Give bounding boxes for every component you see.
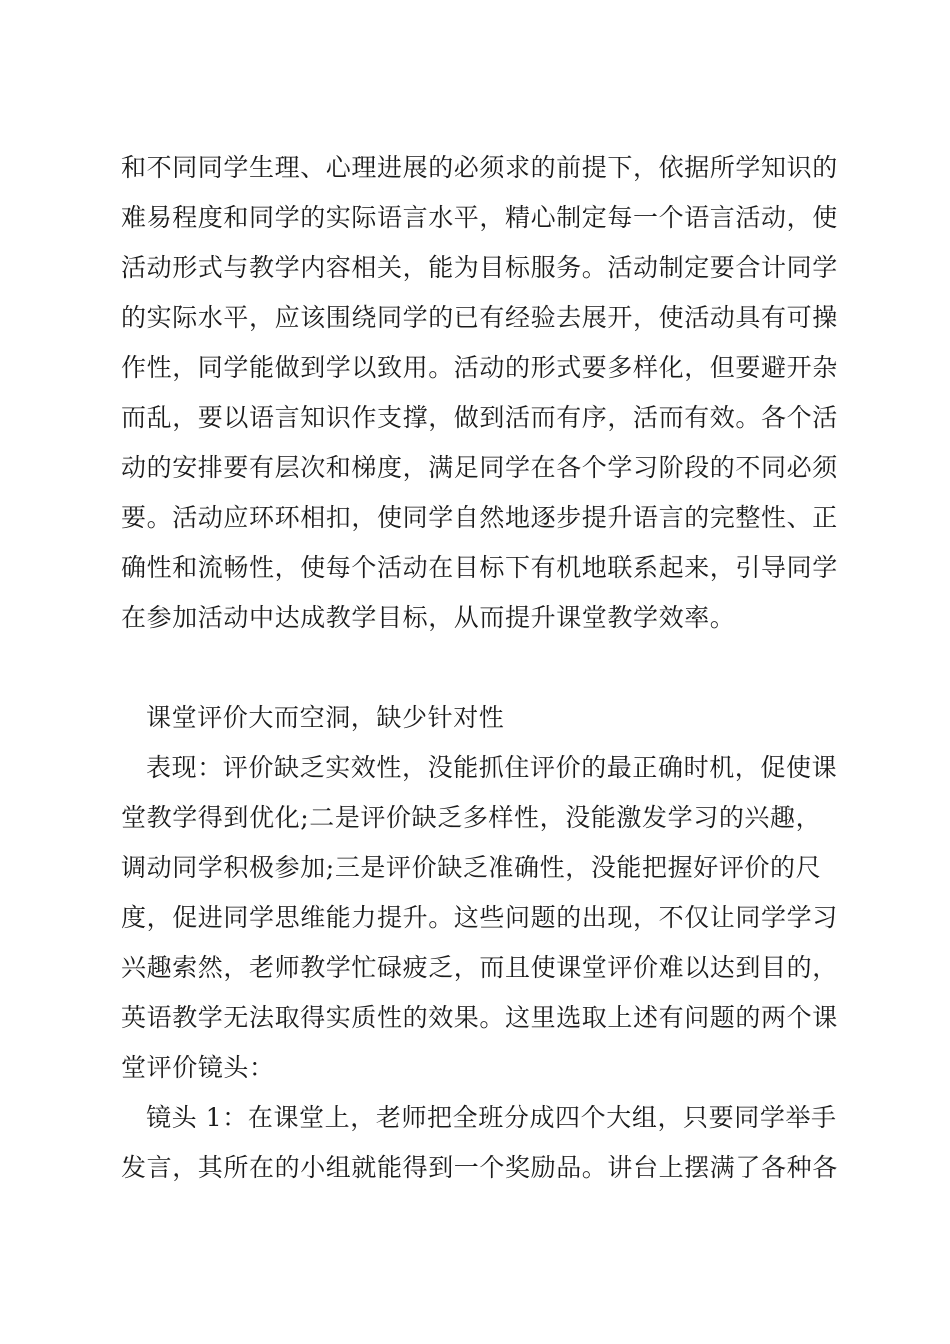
paragraph-1-line-3: 活动形式与教学内容相关，能为目标服务。活动制定要合计同学 [121,253,838,282]
paragraph-2-line-6: 英语教学无法取得实质性的效果。这里选取上述有问题的两个课 [121,1003,838,1032]
paragraph-1-line-2: 难易程度和同学的实际语言水平，精心制定每一个语言活动，使 [121,203,838,232]
paragraph-1-line-9: 确性和流畅性，使每个活动在目标下有机地联系起来，引导同学 [121,553,838,582]
paragraph-2-line-3: 调动同学积极参加;三是评价缺乏准确性，没能把握好评价的尺 [121,853,822,882]
paragraph-1-line-7: 动的安排要有层次和梯度，满足同学在各个学习阶段的不同必须 [121,453,838,482]
paragraph-2-line-2: 堂教学得到优化;二是评价缺乏多样性，没能激发学习的兴趣， [121,803,822,832]
paragraph-3-line-2: 发言，其所在的小组就能得到一个奖励品。讲台上摆满了各种各 [121,1153,838,1182]
paragraph-1-line-5: 作性，同学能做到学以致用。活动的形式要多样化，但要避开杂 [121,353,838,382]
paragraph-1-line-1: 和不同同学生理、心理进展的必须求的前提下，依据所学知识的 [121,153,838,182]
paragraph-2-line-5: 兴趣索然，老师教学忙碌疲乏，而且使课堂评价难以达到目的， [121,953,838,982]
paragraph-3-line-1: 镜头 1：在课堂上，老师把全班分成四个大组，只要同学举手 [146,1103,837,1132]
paragraph-2-line-4: 度，促进同学思维能力提升。这些问题的出现，不仅让同学学习 [121,903,838,932]
paragraph-1-line-6: 而乱，要以语言知识作支撑，做到活而有序，活而有效。各个活 [121,403,838,432]
paragraph-2-line-7: 堂评价镜头： [121,1053,275,1082]
section-heading: 课堂评价大而空洞，缺少针对性 [146,703,505,732]
paragraph-1-line-10: 在参加活动中达成教学目标，从而提升课堂教学效率。 [121,603,736,632]
paragraph-2-line-1: 表现：评价缺乏实效性，没能抓住评价的最正确时机，促使课 [146,753,838,782]
paragraph-1-line-8: 要。活动应环环相扣，使同学自然地逐步提升语言的完整性、正 [121,503,838,532]
paragraph-1-line-4: 的实际水平，应该围绕同学的已有经验去展开，使活动具有可操 [121,303,838,332]
